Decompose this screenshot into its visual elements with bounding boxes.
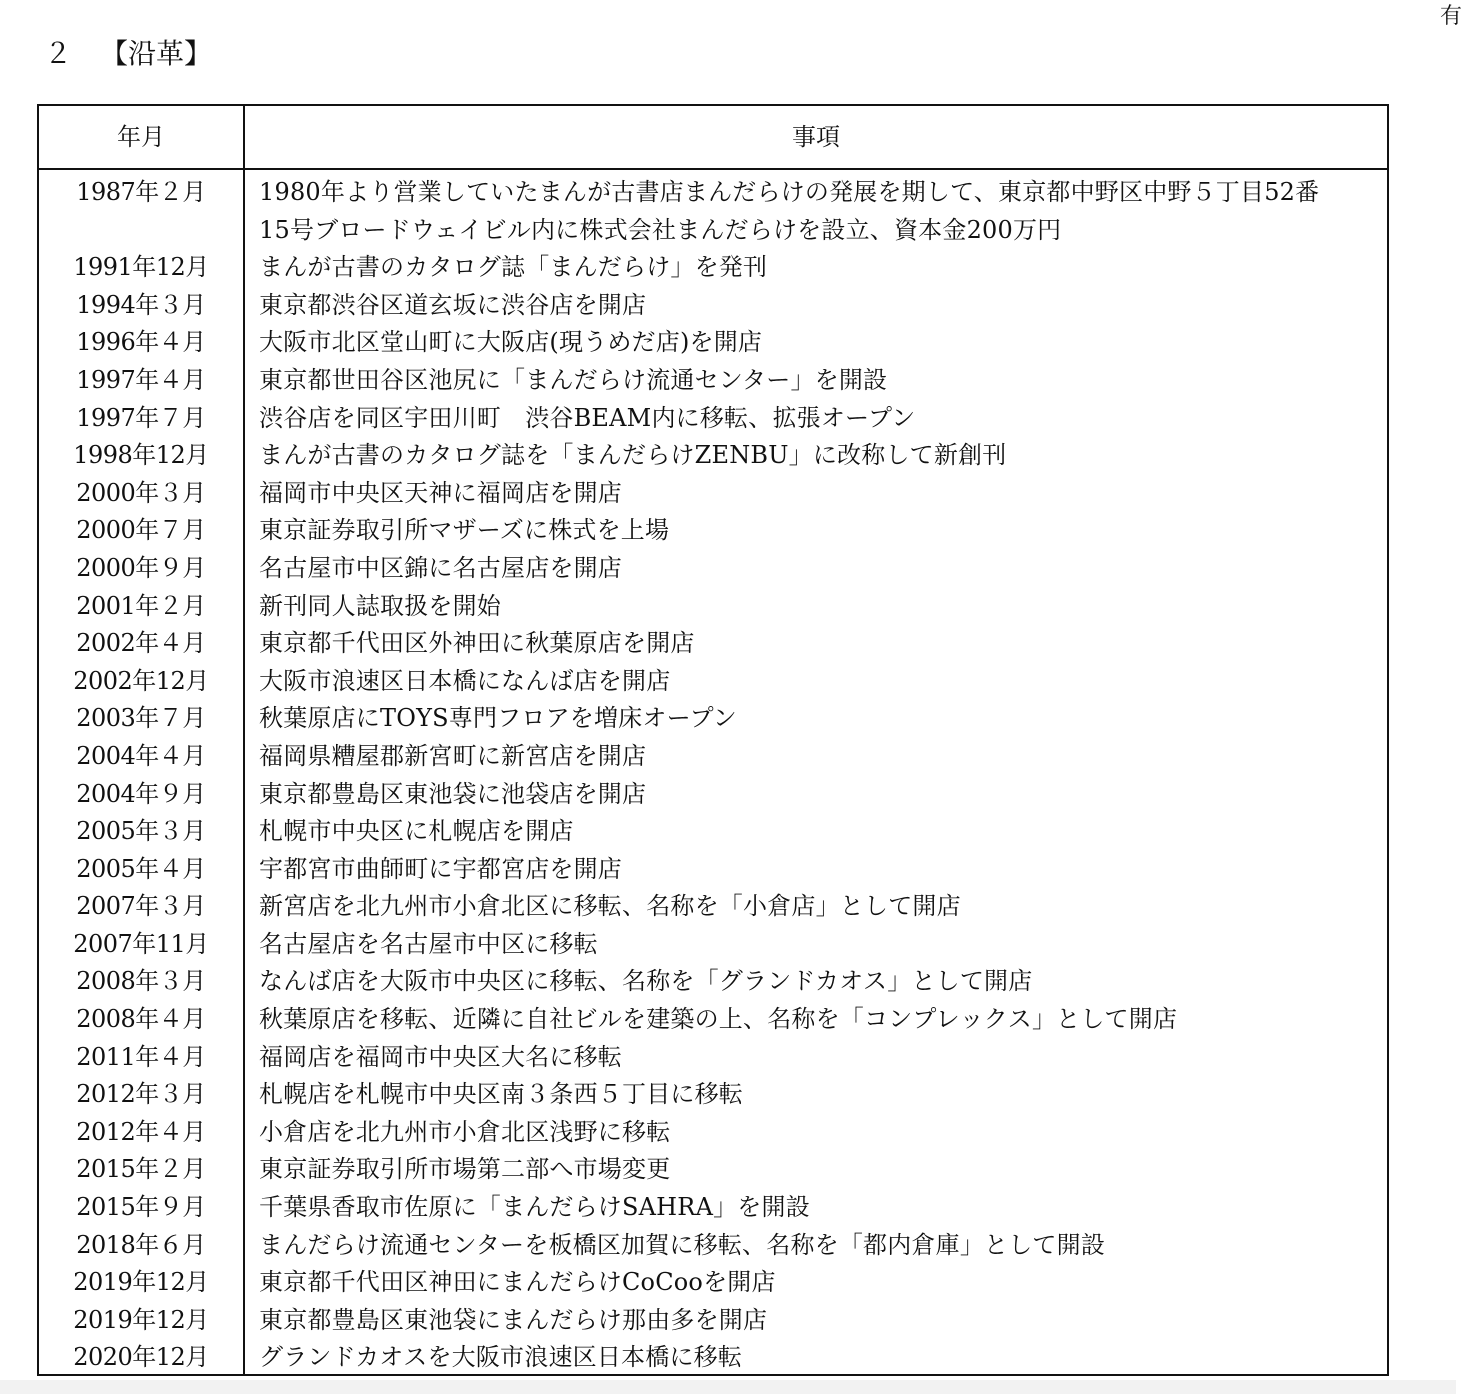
table-body: [39, 174, 1387, 1377]
row-date: 2005年４月: [76, 854, 206, 883]
row-date: 2005年３月: [76, 817, 206, 846]
row-date: 2003年７月: [76, 704, 206, 733]
row-date: 2020年12月: [73, 1343, 209, 1372]
row-event: 札幌店を札幌市中央区南３条西５丁目に移転: [259, 1080, 743, 1109]
table-row: [39, 588, 1387, 626]
section-title: 【沿革】: [100, 37, 213, 70]
row-date: 2019年12月: [73, 1268, 209, 1297]
row-date: 2015年２月: [76, 1155, 206, 1184]
row-event: 東京都千代田区外神田に秋葉原店を開店: [259, 629, 695, 658]
table-row: [39, 1339, 1387, 1377]
row-event: 東京都豊島区東池袋に池袋店を開店: [259, 779, 647, 808]
row-date: 1997年４月: [76, 365, 206, 394]
row-date: 1994年３月: [76, 290, 206, 319]
table-row: [39, 475, 1387, 513]
row-event: 宇都宮市曲師町に宇都宮店を開店: [259, 854, 622, 883]
row-event: 秋葉原店にTOYS専門フロアを増床オープン: [259, 704, 738, 733]
row-date: 2012年４月: [76, 1117, 206, 1146]
row-date: 1998年12月: [73, 441, 209, 470]
row-date: 2011年４月: [76, 1042, 206, 1071]
row-date: 2007年11月: [73, 929, 209, 958]
row-date: 2000年７月: [76, 516, 206, 545]
table-row: [39, 1302, 1387, 1340]
row-event: 福岡県糟屋郡新宮町に新宮店を開店: [259, 741, 647, 770]
section-heading: [44, 34, 212, 74]
table-row: [39, 512, 1387, 550]
row-event: 渋谷店を同区宇田川町 渋谷BEAM内に移転、拡張オープン: [259, 403, 916, 432]
row-event: 東京証券取引所マザーズに株式を上場: [259, 516, 670, 545]
row-event: なんば店を大阪市中央区に移転、名称を「グランドカオス」として開店: [259, 967, 1033, 996]
table-row: [39, 926, 1387, 964]
row-date: 1997年７月: [76, 403, 206, 432]
row-date: 2004年９月: [76, 779, 206, 808]
row-event: まんが古書のカタログ誌「まんだらけ」を発刊: [259, 253, 768, 282]
corner-fragment-text: 有: [1440, 4, 1462, 29]
row-date: 2008年３月: [76, 967, 206, 996]
table-row: [39, 700, 1387, 738]
row-event: 大阪市北区堂山町に大阪店(現うめだ店)を開店: [259, 328, 763, 357]
row-event: グランドカオスを大阪市浪速区日本橋に移転: [259, 1343, 743, 1372]
table-row: [39, 1001, 1387, 1039]
row-event: 東京都千代田区神田にまんだらけCoCooを開店: [259, 1268, 776, 1297]
row-date: 2008年４月: [76, 1005, 206, 1034]
row-event: 新宮店を北九州市小倉北区に移転、名称を「小倉店」として開店: [259, 892, 961, 921]
row-event: 新刊同人誌取扱を開始: [259, 591, 501, 620]
row-event: 東京都渋谷区道玄坂に渋谷店を開店: [259, 290, 647, 319]
table-row: [39, 287, 1387, 325]
row-event: まんだらけ流通センターを板橋区加賀に移転、名称を「都内倉庫」として開設: [259, 1230, 1106, 1259]
history-table: [37, 104, 1389, 1376]
row-event: 名古屋市中区錦に名古屋店を開店: [259, 553, 622, 582]
row-event: 東京都世田谷区池尻に「まんだらけ流通センター」を開設: [259, 365, 888, 394]
row-date: 2002年12月: [73, 666, 209, 695]
table-row: [39, 888, 1387, 926]
row-date: 2000年９月: [76, 553, 206, 582]
table-row: [39, 249, 1387, 287]
row-date: 2000年３月: [76, 478, 206, 507]
row-date: 1987年２月: [76, 178, 206, 206]
row-event: 秋葉原店を移転、近隣に自社ビルを建築の上、名称を「コンプレックス」として開店: [259, 1005, 1178, 1034]
header-year: 年月: [117, 123, 165, 151]
table-row: [39, 1189, 1387, 1227]
row-date: 2018年６月: [76, 1230, 206, 1259]
row-event: 東京都豊島区東池袋にまんだらけ那由多を開店: [259, 1305, 768, 1334]
row-event: 大阪市浪速区日本橋になんば店を開店: [259, 666, 671, 695]
table-header-row: [39, 106, 1387, 170]
table-row: [39, 738, 1387, 776]
row-date: 2001年２月: [76, 591, 206, 620]
section-number: ２: [44, 37, 73, 70]
row-event: 福岡店を福岡市中央区大名に移転: [259, 1042, 622, 1071]
row-date: 2007年３月: [76, 892, 206, 921]
table-row: [39, 1076, 1387, 1114]
table-row: [39, 437, 1387, 475]
row-date: 2015年９月: [76, 1193, 206, 1222]
row-date: 2019年12月: [73, 1305, 209, 1334]
table-row: [39, 550, 1387, 588]
row-event: 小倉店を北九州市小倉北区浅野に移転: [259, 1117, 671, 1146]
bottom-edge: [0, 1380, 1456, 1394]
table-row: [39, 851, 1387, 889]
table-row: [39, 174, 1387, 249]
table-row: [39, 362, 1387, 400]
row-date: 2012年３月: [76, 1080, 206, 1109]
row-event: 千葉県香取市佐原に「まんだらけSAHRA」を開設: [259, 1193, 810, 1222]
row-date: 1996年４月: [76, 328, 206, 357]
row-event: まんが古書のカタログ誌を「まんだらけZENBU」に改称して新創刊: [259, 441, 1007, 470]
row-date: 2002年４月: [76, 629, 206, 658]
table-row: [39, 1264, 1387, 1302]
table-row: [39, 813, 1387, 851]
table-row: [39, 663, 1387, 701]
row-date: 2004年４月: [76, 741, 206, 770]
row-event: 東京証券取引所市場第二部へ市場変更: [259, 1155, 671, 1184]
table-row: [39, 400, 1387, 438]
table-row: [39, 324, 1387, 362]
table-row: [39, 1114, 1387, 1152]
table-row: [39, 963, 1387, 1001]
table-row: [39, 1039, 1387, 1077]
row-event: 福岡市中央区天神に福岡店を開店: [259, 478, 622, 507]
row-event: 1980年より営業していたまんが古書店まんだらけの発展を期して、東京都中野区中野５丁目52番 15号ブロードウェイビル内に株式会社まんだらけを設立、資本金200万円: [259, 178, 1320, 244]
table-row: [39, 1151, 1387, 1189]
header-item: 事項: [792, 123, 840, 151]
table-row: [39, 776, 1387, 814]
row-event: 名古屋店を名古屋市中区に移転: [259, 929, 598, 958]
row-event: 札幌市中央区に札幌店を開店: [259, 817, 574, 846]
table-row: [39, 625, 1387, 663]
row-date: 1991年12月: [73, 253, 209, 282]
table-row: [39, 1227, 1387, 1265]
